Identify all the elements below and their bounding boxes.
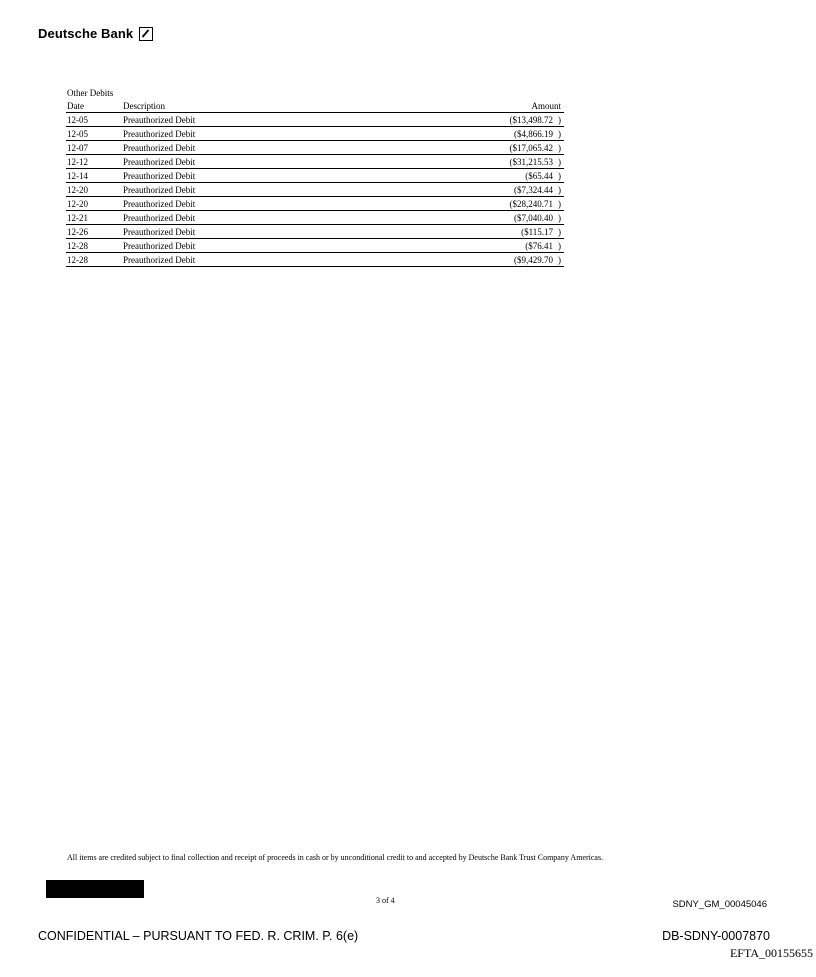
deutsche-bank-slash-icon (139, 27, 153, 41)
cell-date: 12-07 (66, 141, 122, 155)
bates-number: DB-SDNY-0007870 (662, 929, 770, 943)
amount-closing-paren: ) (558, 198, 561, 209)
cell-date: 12-20 (66, 197, 122, 211)
table-row (66, 141, 564, 155)
cell-date: 12-21 (66, 211, 122, 225)
table-row (66, 211, 564, 225)
cell-date: 12-12 (66, 155, 122, 169)
cell-date: 12-05 (66, 127, 122, 141)
cell-date: 12-14 (66, 169, 122, 183)
table-row (66, 239, 564, 253)
table-row (66, 127, 564, 141)
cell-date: 12-05 (66, 113, 122, 127)
amount-value: ($17,065.42 (509, 142, 553, 153)
cell-amount (324, 127, 564, 141)
cell-amount (324, 253, 564, 267)
amount-closing-paren: ) (558, 240, 561, 251)
cell-date: 12-28 (66, 253, 122, 267)
cell-description: Preauthorized Debit (122, 225, 324, 239)
amount-value: ($9,429.70 (514, 254, 553, 265)
cell-description: Preauthorized Debit (122, 169, 324, 183)
table-row (66, 113, 564, 127)
amount-closing-paren: ) (558, 128, 561, 139)
cell-date: 12-20 (66, 183, 122, 197)
table-row (66, 225, 564, 239)
table-row (66, 253, 564, 267)
cell-amount (324, 197, 564, 211)
document-id: SDNY_GM_00045046 (672, 899, 767, 910)
cell-amount (324, 141, 564, 155)
cell-date: 12-26 (66, 225, 122, 239)
cell-description: Preauthorized Debit (122, 211, 324, 225)
amount-value: ($13,498.72 (509, 114, 553, 125)
amount-value: ($28,240.71 (509, 198, 553, 209)
efta-number: EFTA_00155655 (729, 946, 813, 960)
amount-closing-paren: ) (558, 226, 561, 237)
cell-description: Preauthorized Debit (122, 239, 324, 253)
bank-logo (38, 26, 153, 41)
table-row (66, 183, 564, 197)
table-header-row (66, 100, 564, 113)
cell-description: Preauthorized Debit (122, 155, 324, 169)
amount-closing-paren: ) (558, 254, 561, 265)
debits-table (66, 100, 564, 267)
cell-amount (324, 183, 564, 197)
amount-value: ($4,866.19 (514, 128, 553, 139)
amount-closing-paren: ) (558, 114, 561, 125)
amount-value: ($7,040.40 (514, 212, 553, 223)
table-row (66, 197, 564, 211)
cell-description: Preauthorized Debit (122, 141, 324, 155)
column-header-date: Date (66, 100, 122, 113)
footer-disclaimer: All items are credited subject to final collection and receipt of proceeds in cash or by unconditional credit to and accepted by Deutsche Bank Trust Company Americas. (67, 853, 604, 862)
cell-amount (324, 239, 564, 253)
table-row (66, 169, 564, 183)
amount-closing-paren: ) (558, 212, 561, 223)
cell-amount (324, 113, 564, 127)
amount-closing-paren: ) (558, 156, 561, 167)
page-number: 3 of 4 (376, 896, 395, 905)
cell-amount (324, 169, 564, 183)
section-title: Other Debits (67, 88, 114, 98)
column-header-description: Description (122, 100, 324, 113)
cell-date: 12-28 (66, 239, 122, 253)
cell-amount (324, 211, 564, 225)
amount-closing-paren: ) (558, 170, 561, 181)
amount-value: ($65.44 (525, 170, 553, 181)
amount-value: ($7,324.44 (514, 184, 553, 195)
cell-amount (324, 225, 564, 239)
amount-value: ($76.41 (525, 240, 553, 251)
cell-description: Preauthorized Debit (122, 183, 324, 197)
cell-amount (324, 155, 564, 169)
amount-closing-paren: ) (558, 184, 561, 195)
cell-description: Preauthorized Debit (122, 197, 324, 211)
amount-closing-paren: ) (558, 142, 561, 153)
column-header-amount: Amount (324, 100, 564, 113)
redaction-block (46, 880, 144, 898)
cell-description: Preauthorized Debit (122, 253, 324, 267)
cell-description: Preauthorized Debit (122, 127, 324, 141)
bank-name: Deutsche Bank (38, 26, 134, 41)
cell-description: Preauthorized Debit (122, 113, 324, 127)
table-row (66, 155, 564, 169)
amount-value: ($115.17 (521, 226, 553, 237)
amount-value: ($31,215.53 (509, 156, 553, 167)
confidential-notice: CONFIDENTIAL – PURSUANT TO FED. R. CRIM. P. 6(e) (38, 929, 359, 943)
